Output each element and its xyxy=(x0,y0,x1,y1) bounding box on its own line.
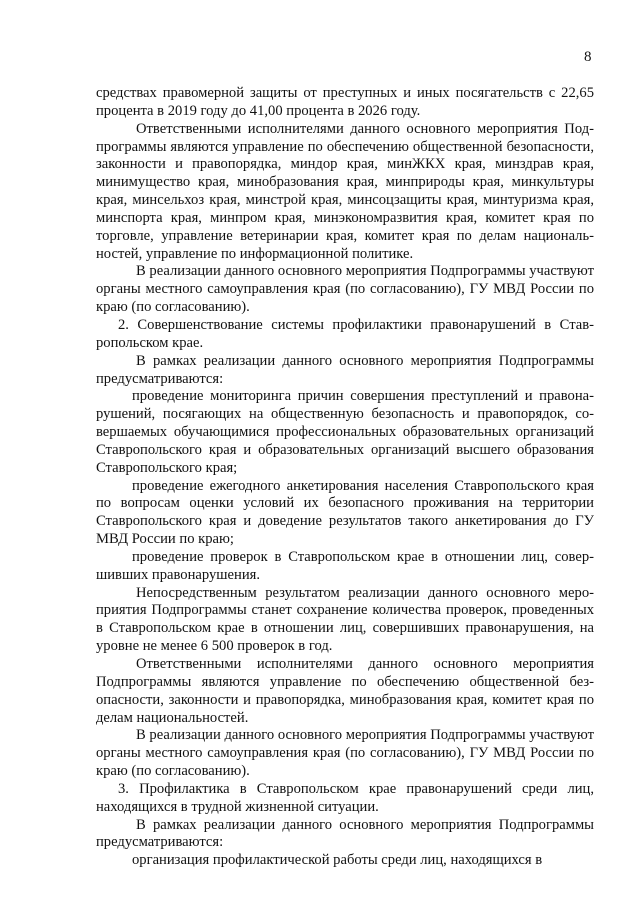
list-item-monitoring: проведение мониторинга причин совершения преступлений и правонарушений, посягающих на общественную безопасность и правопорядок, совершаемых обучающимися профессиональных образовательных организаций Ставропольского края и образовательных организаций высшего образования Ставропольского края; xyxy=(96,388,594,476)
section-heading-2: 2. Совершенствование системы профилактики правонарушений в Ставропольском крае. xyxy=(96,316,594,351)
paragraph-measures-intro-3: В рамках реализации данного основного мероприятия Подпрограммы предусматриваются: xyxy=(96,816,594,851)
list-item-inspections: проведение проверок в Ставропольском крае в отношении лиц, совершивших правонарушения. xyxy=(96,548,594,583)
paragraph-responsible-executors-2: Ответственными исполнителями данного основного мероприятия Подпрограммы являются управление по обеспечению общественной безопасности, законности и правопорядка, минобразования края, комитет края по делам национальностей. xyxy=(96,656,594,726)
paragraph-measures-intro-2: В рамках реализации данного основного мероприятия Подпрограммы предусматриваются: xyxy=(96,352,594,387)
paragraph-continuation: средствах правомерной защиты от преступных и иных посягательств с 22,65 процента в 2019 году до 41,00 процента в 2026 году. xyxy=(96,85,594,119)
document-body xyxy=(96,85,594,870)
paragraph-participants-1: В реализации данного основного мероприятия Подпрограммы участвуют органы местного самоуправления края (по согласованию), ГУ МВД России по краю (по согласованию). xyxy=(96,263,594,316)
list-item-survey: проведение ежегодного анкетирования населения Ставропольского края по вопросам оценки условий их безопасного проживания на территории Ставропольского края и доведение результатов такого анкетирования до ГУ МВД России по краю; xyxy=(96,477,594,548)
paragraph-participants-2: В реализации данного основного мероприятия Подпрограммы участвуют органы местного самоуправления края (по согласованию), ГУ МВД России по краю (по согласованию). xyxy=(96,727,594,780)
section-heading-3: 3. Профилактика в Ставропольском крае правонарушений среди лиц, находящихся в трудной жизненной ситуации. xyxy=(96,780,594,815)
paragraph-direct-result: Непосредственным результатом реализации данного основного мероприятия Подпрограммы станет сохранение количества проверок, проведенных в Ставропольском крае в отношении лиц, совершивших правонарушения, на уровне не менее 6 500 проверок в год. xyxy=(96,584,594,655)
page-number: 8 xyxy=(584,49,592,65)
list-item-prevention-work: организация профилактической работы среди лиц, находящихся в xyxy=(132,852,543,869)
paragraph-responsible-executors-1: Ответственными исполнителями данного основного мероприятия Подпрограммы являются управление по обеспечению общественной безопасности, законности и правопорядка, миндор края, минЖКХ края, минздрав края, минимущество края, минобразования края, минприроды края, минкультуры края, минсельхоз края, минстрой края, минсоцзащиты края, минтуризма края, минспорта края, минпром края, минэкономразвития края, комитет края по торговле, управление ветеринарии края, комитет края по делам национальностей, управление по информационной политике. xyxy=(96,120,594,262)
